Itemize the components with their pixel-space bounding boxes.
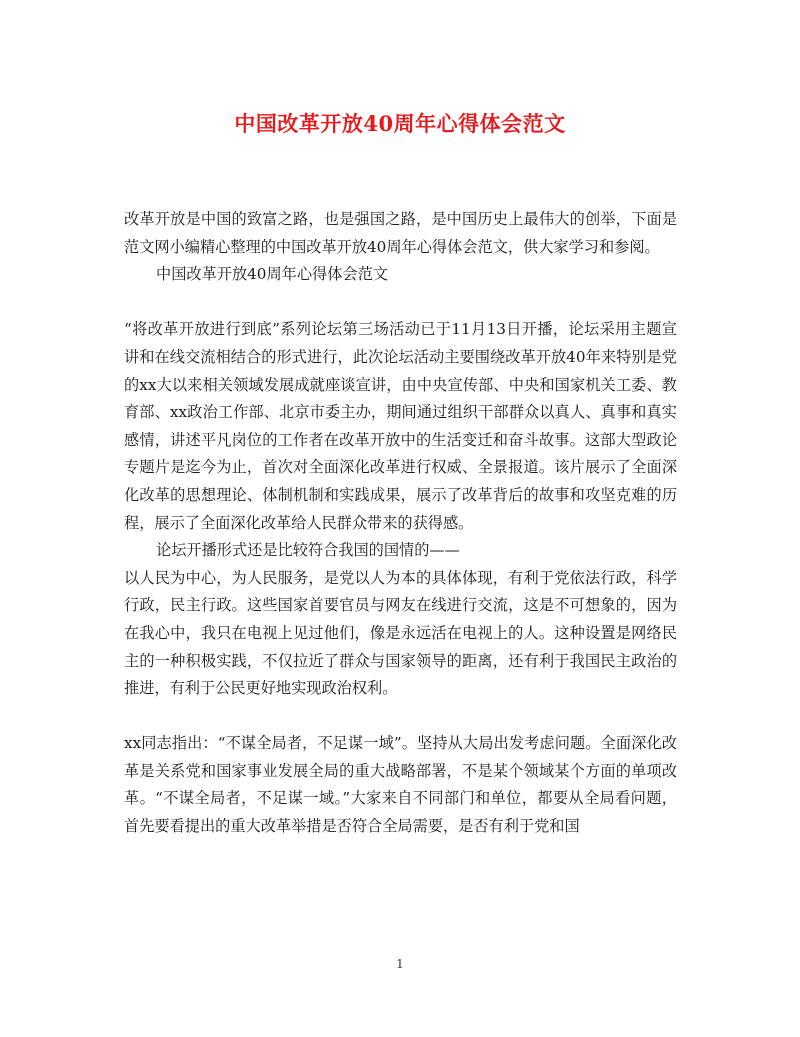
intro-paragraph: 改革开放是中国的致富之路，也是强国之路，是中国历史上最伟大的创举，下面是范文网小编精心整理的中国改革开放40周年心得体会范文，供大家学习和参阅。 [124, 210, 677, 256]
paragraph-people: 以人民为中心，为人民服务，是党以人为本的具体体现，有利于党依法行政，科学行政，民主行政。这些国家首要官员与网友在线进行交流，这是不可想象的，因为在我心中，我只在电视上见过他们，像是永远活在电视上的人。这种设置是网络民主的一种积极实践，不仅拉近了群众与国家领导的距离，还有利于我国民主政治的推进，有利于公民更好地实现政治权利。 [124, 568, 677, 698]
page-number: 1 [396, 957, 404, 971]
subtitle-paragraph: 中国改革开放40周年心得体会范文 [156, 265, 388, 284]
blank-line [124, 703, 677, 731]
paragraph-lead: 论坛开播形式还是比较符合我国的国情的—— [156, 541, 460, 560]
document-title: 中国改革开放40周年心得体会范文 [234, 111, 566, 136]
blank-line [124, 289, 677, 317]
paragraph-forum: “将改革开放进行到底”系列论坛第三场活动已于11月13日开播，论坛采用主题宣讲和在线交流相结合的形式进行，此次论坛活动主要围绕改革开放40年来特别是党的xx大以来相关领域发展成就座谈宣讲，由中央宣传部、中央和国家机关工委、教育部、xx政治工作部、北京市委主办，期间通过组织干部群众以真人、真事和真实感情，讲述平凡岗位的工作者在改革开放中的生活变迁和奋斗故事。这部大型政论专题片是迄今为止，首次对全面深化改革进行权威、全景报道。该片展示了全面深化改革的思想理论、体制机制和实践成果，展示了改革背后的故事和攻坚克难的历程，展示了全面深化改革给人民群众带来的获得感。 [124, 320, 677, 532]
document-body [124, 206, 677, 841]
paragraph-overall: xx同志指出：“不谋全局者，不足谋一域”。坚持从大局出发考虑问题。全面深化改革是关系党和国家事业发展全局的重大战略部署，不是某个领域某个方面的单项改革。“不谋全局者，不足谋一域。”大家来自不同部门和单位，都要从全局看问题，首先要看提出的重大改革举措是否符合全局需要，是否有利于党和国 [124, 734, 677, 836]
